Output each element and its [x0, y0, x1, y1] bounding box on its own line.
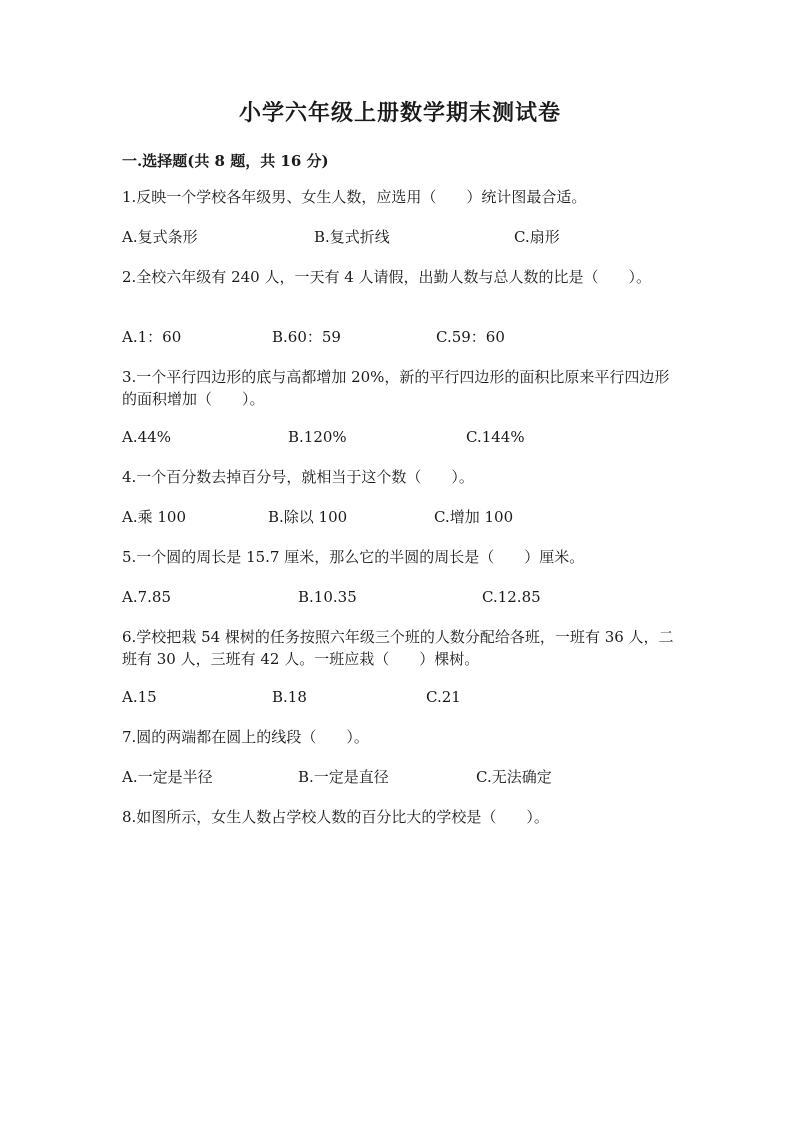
option-c: C.12.85 [482, 588, 541, 606]
option-b: B.18 [272, 688, 307, 706]
option-a: A.乘 100 [122, 508, 186, 526]
option-a: A.一定是半径 [122, 768, 213, 786]
option-a: A.复式条形 [122, 228, 198, 246]
question-6-stem: 6.学校把栽 54 棵树的任务按照六年级三个班的人数分配给各班，一班有 36 人，二班有 30 人，三班有 42 人。一班应栽（ ）棵树。 [122, 628, 674, 668]
option-c: C.59：60 [436, 328, 505, 346]
option-b: B.除以 100 [268, 508, 348, 526]
option-b: B.10.35 [298, 588, 357, 606]
option-a: A.15 [122, 688, 157, 706]
option-c: C.扇形 [514, 228, 560, 246]
section-heading: 一.选择题(共 8 题，共 16 分) [122, 152, 329, 170]
option-a: A.7.85 [122, 588, 171, 606]
option-b: B.一定是直径 [298, 768, 389, 786]
question-3-stem: 3.一个平行四边形的底与高都增加 20%，新的平行四边形的面积比原来平行四边形的面积增加（ ）。 [122, 368, 670, 408]
option-c: C.144% [466, 428, 525, 446]
option-b: B.120% [288, 428, 347, 446]
question-1-stem: 1.反映一个学校各年级男、女生人数，应选用（ ）统计图最合适。 [122, 188, 587, 206]
option-c: C.无法确定 [476, 768, 552, 786]
question-5-options [122, 586, 682, 608]
question-3-options [122, 426, 682, 448]
option-a: A.1：60 [122, 328, 182, 346]
question-2-stem: 2.全校六年级有 240 人，一天有 4 人请假，出勤人数与总人数的比是（ ）。 [122, 268, 652, 286]
question-7-stem: 7.圆的两端都在圆上的线段（ ）。 [122, 728, 369, 746]
question-2-options [122, 326, 682, 348]
option-b: B.复式折线 [314, 228, 390, 246]
option-c: C.增加 100 [434, 508, 514, 526]
page-title: 小学六年级上册数学期末测试卷 [238, 100, 561, 126]
option-c: C.21 [426, 688, 461, 706]
option-b: B.60：59 [272, 328, 341, 346]
question-6-options [122, 686, 682, 708]
question-8-stem: 8.如图所示，女生人数占学校人数的百分比大的学校是（ ）。 [122, 808, 549, 826]
question-5-stem: 5.一个圆的周长是 15.7 厘米，那么它的半圆的周长是（ ）厘米。 [122, 548, 585, 566]
question-1-options [122, 226, 682, 248]
question-4-stem: 4.一个百分数去掉百分号，就相当于这个数（ ）。 [122, 468, 474, 486]
question-4-options [122, 506, 682, 528]
option-a: A.44% [122, 428, 171, 446]
question-7-options [122, 766, 682, 788]
